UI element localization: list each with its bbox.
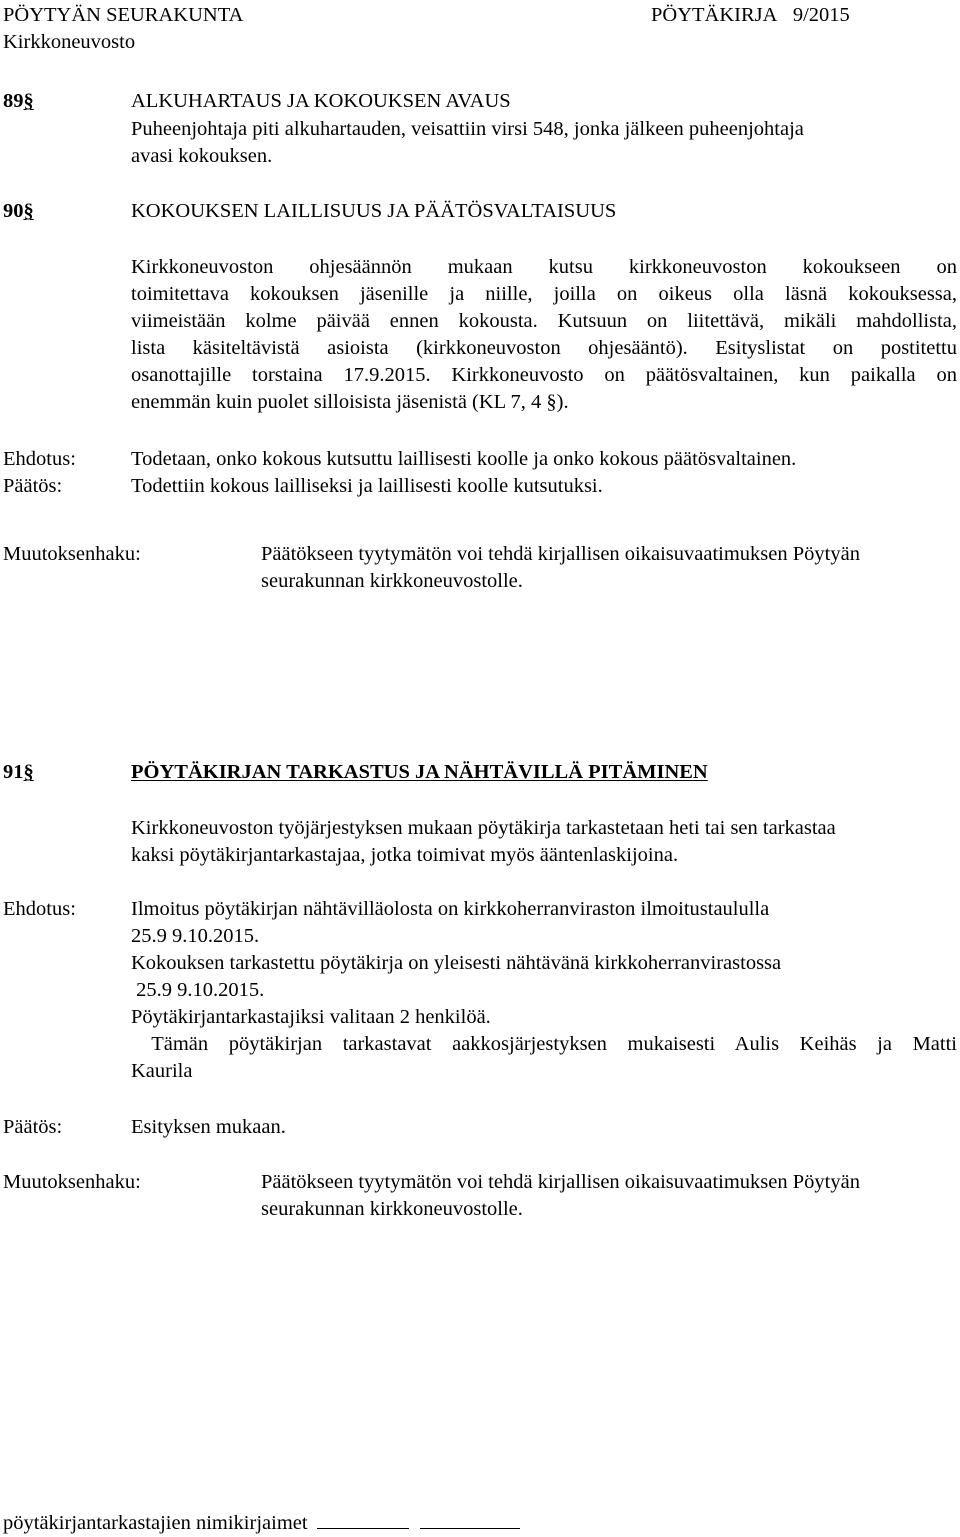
initials-label: pöytäkirjantarkastajien nimikirjaimet bbox=[3, 1512, 308, 1534]
section-91-proposal-line-4: 25.9 9.10.2015. bbox=[131, 979, 265, 1001]
section-91-proposal-line-3: Kokouksen tarkastettu pöytäkirja on yleisesti nähtävänä kirkkoherranvirastossa bbox=[131, 952, 782, 974]
section-91-proposal-label: Ehdotus: bbox=[3, 898, 76, 920]
section-91-text-line-2: kaksi pöytäkirjantarkastajaa, jotka toimivat myös ääntenlaskijoina. bbox=[131, 844, 679, 866]
section-91-appeal-line-1: Päätökseen tyytymätön voi tehdä kirjallisen oikaisuvaatimuksen Pöytyän bbox=[261, 1171, 860, 1193]
initials-line-2 bbox=[420, 1514, 520, 1529]
document-type-label: PÖYTÄKIRJA bbox=[651, 4, 778, 26]
section-90-decision: Todettiin kokous lailliseksi ja laillisesti koolle kutsutuksi. bbox=[131, 475, 603, 497]
section-91-proposal-line-6: Tämän pöytäkirjan tarkastavat aakkosjärjestyksen mukaisesti Aulis Keihäs ja Matti bbox=[131, 1033, 957, 1055]
section-90-appeal-line-2: seurakunnan kirkkoneuvostolle. bbox=[261, 570, 523, 592]
section-90-title: KOKOUKSEN LAILLISUUS JA PÄÄTÖSVALTAISUUS bbox=[131, 200, 617, 222]
section-91-proposal-line-2: 25.9 9.10.2015. bbox=[131, 925, 260, 947]
initials-footer bbox=[3, 1510, 520, 1537]
section-91-text-line-1: Kirkkoneuvoston työjärjestyksen mukaan pöytäkirja tarkastetaan heti tai sen tarkastaa bbox=[131, 817, 836, 839]
section-89-text-line-2: avasi kokouksen. bbox=[131, 145, 273, 167]
section-91-decision: Esityksen mukaan. bbox=[131, 1116, 286, 1138]
initials-line-1 bbox=[317, 1514, 409, 1529]
section-90-text-line-3: viimeistään kolme päivää ennen kokousta. Kutsuun on liitettävä, mikäli mahdollista, bbox=[131, 310, 957, 332]
section-90-text-line-5: osanottajille torstaina 17.9.2015. Kirkkoneuvosto on päätösvaltainen, kun paikalla on bbox=[131, 364, 957, 386]
section-90-text-line-2: toimitettava kokouksen jäsenille ja niille, joilla on oikeus olla läsnä kokouksessa, bbox=[131, 283, 957, 305]
section-90-number: 90§ bbox=[3, 200, 34, 222]
section-89-title: ALKUHARTAUS JA KOKOUKSEN AVAUS bbox=[131, 90, 511, 112]
section-91-title: PÖYTÄKIRJAN TARKASTUS JA NÄHTÄVILLÄ PITÄMINEN bbox=[131, 761, 708, 783]
section-90-decision-label: Päätös: bbox=[3, 475, 63, 497]
section-91-proposal-line-1: Ilmoitus pöytäkirjan nähtävilläolosta on kirkkoherranviraston ilmoitustaululla bbox=[131, 898, 770, 920]
section-90-text-line-4: lista käsiteltävistä asioista (kirkkoneuvoston ohjesääntö). Esityslistat on postitettu bbox=[131, 337, 957, 359]
section-90-appeal-label: Muutoksenhaku: bbox=[3, 543, 141, 565]
section-90-text-line-1: Kirkkoneuvoston ohjesäännön mukaan kutsu kirkkoneuvoston kokoukseen on bbox=[131, 256, 957, 278]
section-90-text-line-6: enemmän kuin puolet silloisista jäsenistä (KL 7, 4 §). bbox=[131, 391, 569, 413]
section-91-appeal-line-2: seurakunnan kirkkoneuvostolle. bbox=[261, 1198, 523, 1220]
section-90-proposal: Todetaan, onko kokous kutsuttu laillisesti koolle ja onko kokous päätösvaltainen. bbox=[131, 448, 797, 470]
section-91-proposal-line-7: Kaurila bbox=[131, 1060, 193, 1082]
section-89-number: 89§ bbox=[3, 90, 34, 112]
section-90-appeal-line-1: Päätökseen tyytymätön voi tehdä kirjallisen oikaisuvaatimuksen Pöytyän bbox=[261, 543, 860, 565]
org-name: PÖYTYÄN SEURAKUNTA bbox=[3, 4, 244, 26]
section-90-proposal-label: Ehdotus: bbox=[3, 448, 76, 470]
section-91-decision-label: Päätös: bbox=[3, 1116, 63, 1138]
section-91-number: 91§ bbox=[3, 761, 34, 783]
section-89-text-line-1: Puheenjohtaja piti alkuhartauden, veisattiin virsi 548, jonka jälkeen puheenjohtaja bbox=[131, 118, 804, 140]
body-name: Kirkkoneuvosto bbox=[3, 31, 136, 53]
section-91-proposal-line-5: Pöytäkirjantarkastajiksi valitaan 2 henkilöä. bbox=[131, 1006, 491, 1028]
document-number: 9/2015 bbox=[792, 4, 850, 26]
document-type bbox=[651, 2, 850, 29]
section-91-appeal-label: Muutoksenhaku: bbox=[3, 1171, 141, 1193]
